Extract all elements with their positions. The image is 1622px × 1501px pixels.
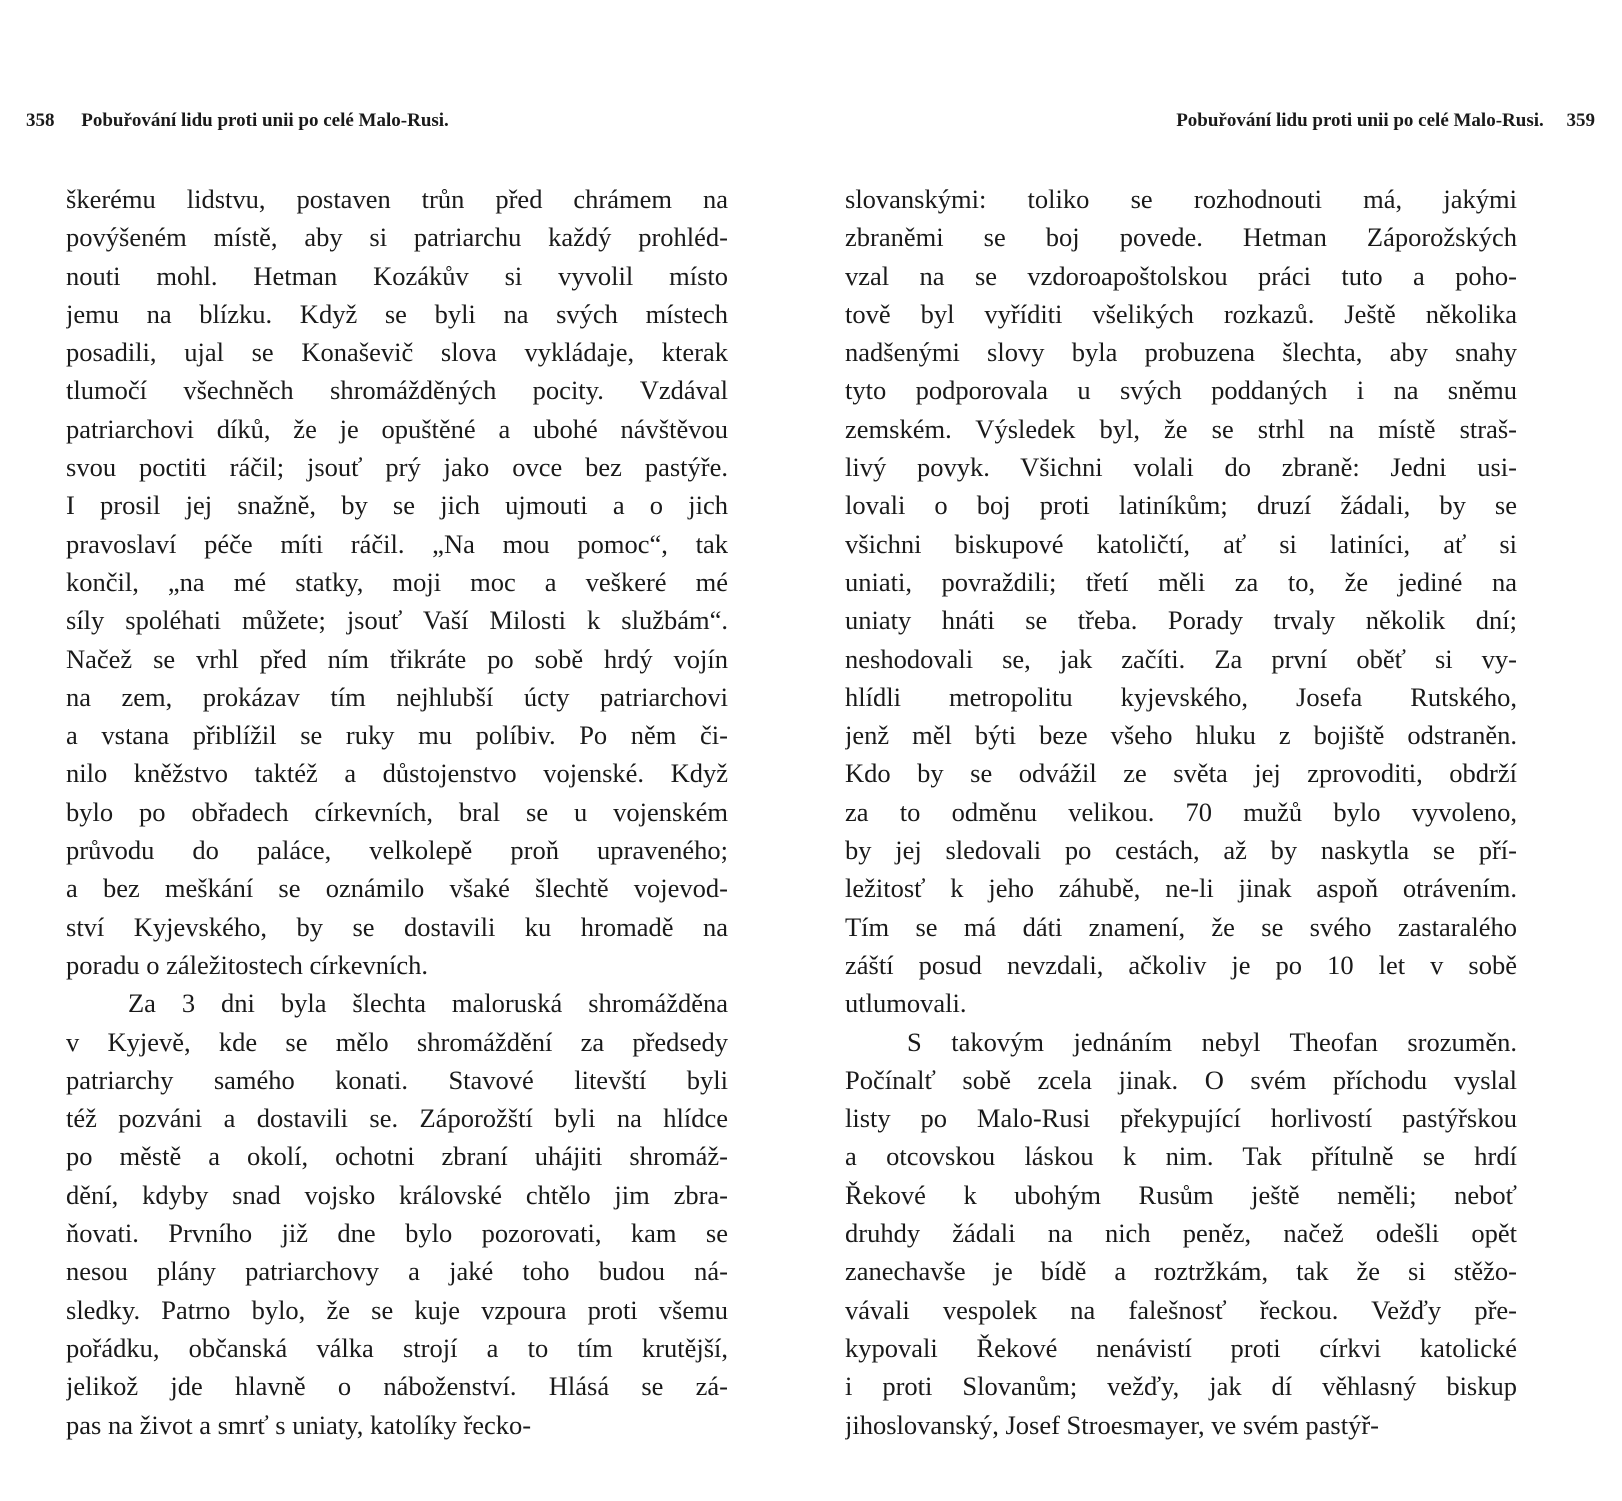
right-running-head-title: Pobuřování lidu proti unii po celé Malo-Rusi. xyxy=(1176,110,1544,131)
text-line: Kdo by se odvážil ze světa jej zprovoditi, obdrží xyxy=(845,758,1517,789)
text-line: nadšenými slovy byla probuzena šlechta, aby snahy xyxy=(845,337,1517,368)
text-line: za to odměnu velikou. 70 mužů bylo vyvoleno, xyxy=(845,796,1517,827)
right-page-number: 359 xyxy=(1566,110,1595,131)
left-paragraph xyxy=(66,180,728,984)
left-running-head-title: Pobuřování lidu proti unii po celé Malo-Rusi. xyxy=(81,110,449,131)
right-paragraph xyxy=(845,180,1517,1023)
text-line: poradu o záležitostech církevních. xyxy=(66,949,429,980)
text-line: pravoslaví péče míti ráčil. „Na mou pomoc“, tak xyxy=(66,528,728,559)
right-running-head xyxy=(945,106,1595,136)
text-line: dění, kdyby snad vojsko královské chtělo jim zbra- xyxy=(66,1179,728,1210)
text-line: jihoslovanský, Josef Stroesmayer, ve svém pastýř- xyxy=(845,1409,1379,1440)
text-line: povýšeném místě, aby si patriarchu každý prohléd- xyxy=(66,222,728,253)
text-line: tyto podporovala u svých poddaných i na sněmu xyxy=(845,375,1517,406)
text-line: ství Kyjevského, by se dostavili ku hromadě na xyxy=(66,911,728,942)
text-line: a otcovskou láskou k nim. Tak přítulně se hrdí xyxy=(845,1141,1517,1172)
text-line: Počínalť sobě zcela jinak. O svém příchodu vyslal xyxy=(845,1064,1517,1095)
text-line: zanechavše je bídě a roztržkám, tak že si stěžo- xyxy=(845,1256,1517,1287)
text-line: všichni biskupové katoličtí, ať si latiníci, ať si xyxy=(845,528,1517,559)
text-line: jenž měl býti beze všeho hluku z bojiště odstraněn. xyxy=(845,720,1517,751)
text-line: a vstana přiblížil se ruky mu políbiv. Po něm či- xyxy=(66,720,728,751)
text-line: Za 3 dni byla šlechta maloruská shromážděna xyxy=(128,988,728,1019)
left-page-number: 358 xyxy=(26,110,55,131)
right-paragraph xyxy=(845,1023,1517,1444)
text-line: zemském. Výsledek byl, že se strhl na místě straš- xyxy=(845,413,1517,444)
left-running-head xyxy=(26,106,726,136)
text-line: neshodovali se, jak začíti. Za první oběť si vy- xyxy=(845,643,1517,674)
text-line: posadili, ujal se Konaševič slova vykládaje, kterak xyxy=(66,337,728,368)
text-line: průvodu do paláce, velkolepě proň upraveného; xyxy=(66,835,728,866)
text-line: na zem, prokázav tím nejhlubší úcty patriarchovi xyxy=(66,681,728,712)
text-line: též pozváni a dostavili se. Záporožští byli na hlídce xyxy=(66,1103,728,1134)
text-line: i proti Slovanům; vežďy, jak dí věhlasný biskup xyxy=(845,1371,1517,1402)
text-line: uniaty hnáti se třeba. Porady trvaly několik dní; xyxy=(845,605,1517,636)
text-line: nilo kněžstvo taktéž a důstojenstvo vojenské. Když xyxy=(66,758,728,789)
left-paragraph xyxy=(66,984,728,1444)
right-page xyxy=(811,0,1622,1501)
text-line: škerému lidstvu, postaven trůn před chrámem na xyxy=(66,184,728,214)
text-line: lovali o boj proti latiníkům; druzí žádali, by se xyxy=(845,490,1517,521)
text-line: bylo po obřadech církevních, bral se u vojenském xyxy=(66,796,728,827)
text-line: uniati, povraždili; třetí měli za to, že jediné na xyxy=(845,566,1517,597)
text-line: patriarchovi díků, že je opuštěné a ubohé návštěvou xyxy=(66,413,728,444)
text-line: patriarchy samého konati. Stavové litevští byli xyxy=(66,1064,728,1095)
right-text-block xyxy=(845,180,1517,1444)
text-line: tově byl vyříditi všelikých rozkazů. Ještě několika xyxy=(845,298,1517,329)
text-line: slovanskými: toliko se rozhodnouti má, jakými xyxy=(845,184,1517,214)
text-line: v Kyjevě, kde se mělo shromáždění za předsedy xyxy=(66,1026,728,1057)
text-line: druhdy žádali na nich peněz, načež odešli opět xyxy=(845,1218,1517,1249)
text-line: po městě a okolí, ochotni zbraní uhájiti shromáž- xyxy=(66,1141,728,1172)
text-line: jelikož jde hlavně o náboženství. Hlásá se zá- xyxy=(66,1371,728,1402)
text-line: vávali vespolek na falešnosť řeckou. Vežďy pře- xyxy=(845,1294,1517,1325)
text-line: svou poctiti ráčil; jsouť prý jako ovce bez pastýře. xyxy=(66,452,728,483)
text-line: tlumočí všechněch shromážděných pocity. Vzdával xyxy=(66,375,728,406)
text-line: Načež se vrhl před ním třikráte po sobě hrdý vojín xyxy=(66,643,728,674)
text-line: livý povyk. Všichni volali do zbraně: Jedni usi- xyxy=(845,452,1517,483)
text-line: sledky. Patrno bylo, že se kuje vzpoura proti všemu xyxy=(66,1294,728,1325)
text-line: zbraněmi se boj povede. Hetman Záporožských xyxy=(845,222,1517,253)
text-line: by jej sledovali po cestách, až by naskytla se pří- xyxy=(845,835,1517,866)
text-line: pořádku, občanská válka strojí a to tím krutější, xyxy=(66,1332,728,1363)
text-line: ňovati. Prvního již dne bylo pozorovati, kam se xyxy=(66,1218,728,1249)
text-line: pas na život a smrť s uniaty, katolíky řecko- xyxy=(66,1409,532,1440)
text-line: kypovali Řekové nenávistí proti církvi katolické xyxy=(845,1332,1517,1363)
text-line: I prosil jej snažně, by se jich ujmouti a o jich xyxy=(66,490,728,521)
text-line: nouti mohl. Hetman Kozákův si vyvolil místo xyxy=(66,260,728,291)
text-line: S takovým jednáním nebyl Theofan srozuměn. xyxy=(907,1026,1517,1057)
text-line: Tím se má dáti znamení, že se svého zastaralého xyxy=(845,911,1517,942)
text-line: záští posud nevzdali, ačkoliv je po 10 let v sobě xyxy=(845,949,1517,980)
left-text-block xyxy=(66,180,728,1444)
text-line: končil, „na mé statky, moji moc a veškeré mé xyxy=(66,566,728,597)
text-line: síly spoléhati můžete; jsouť Vaší Milosti k službám“. xyxy=(66,605,728,636)
text-line: listy po Malo-Rusi překypující horlivostí pastýřskou xyxy=(845,1103,1517,1134)
text-line: Řekové k ubohým Rusům ještě neměli; neboť xyxy=(845,1179,1517,1210)
text-line: utlumovali. xyxy=(845,988,967,1019)
text-line: jemu na blízku. Když se byli na svých místech xyxy=(66,298,728,329)
text-line: hlídli metropolitu kyjevského, Josefa Rutského, xyxy=(845,681,1517,712)
text-line: nesou plány patriarchovy a jaké toho budou ná- xyxy=(66,1256,728,1287)
text-line: a bez meškání se oznámilo všaké šlechtě vojevod- xyxy=(66,873,728,904)
text-line: ležitosť k jeho záhubě, ne-li jinak aspoň otrávením. xyxy=(845,873,1517,904)
text-line: vzal na se vzdoroapoštolskou práci tuto a poho- xyxy=(845,260,1517,291)
